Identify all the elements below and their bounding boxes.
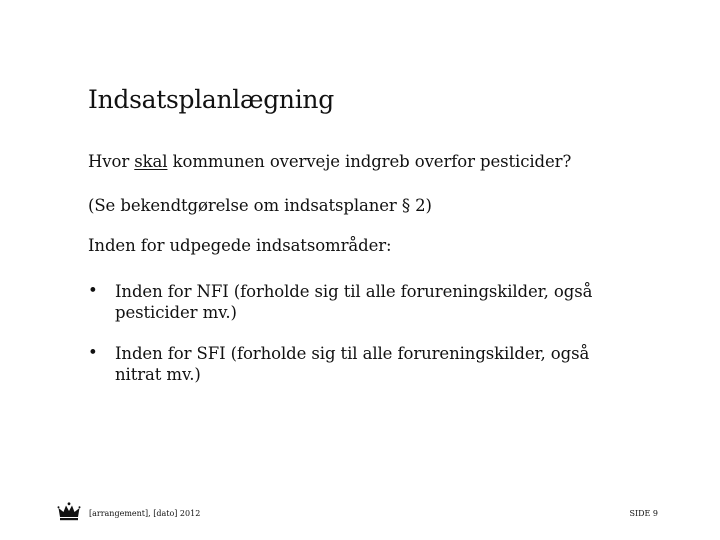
bullet-text: Inden for SFI (forholde sig til alle forureningskilder, også nitrat mv.) bbox=[115, 344, 590, 384]
question-before: Hvor bbox=[88, 152, 135, 171]
bullet-item bbox=[88, 281, 608, 323]
reference-text: (Se bekendtgørelse om indsatsplaner § 2) bbox=[88, 196, 432, 215]
question-text bbox=[88, 152, 571, 171]
crown-icon bbox=[57, 502, 81, 522]
intro-text: Inden for udpegede indsatsområder: bbox=[88, 236, 392, 255]
bullet-symbol: • bbox=[88, 281, 98, 300]
bullet-symbol: • bbox=[88, 343, 98, 362]
page-number: SIDE 9 bbox=[629, 509, 658, 518]
slide-title: Indsatsplanlægning bbox=[88, 85, 334, 114]
bullet-text: Inden for NFI (forholde sig til alle forureningskilder, også pesticider mv.) bbox=[115, 282, 593, 322]
footer-text: [arrangement], [dato] 2012 bbox=[89, 509, 201, 518]
bullet-item bbox=[88, 343, 608, 385]
question-emphasis: skal bbox=[134, 152, 168, 171]
question-after: kommunen overveje indgreb overfor pesticider? bbox=[167, 152, 572, 171]
